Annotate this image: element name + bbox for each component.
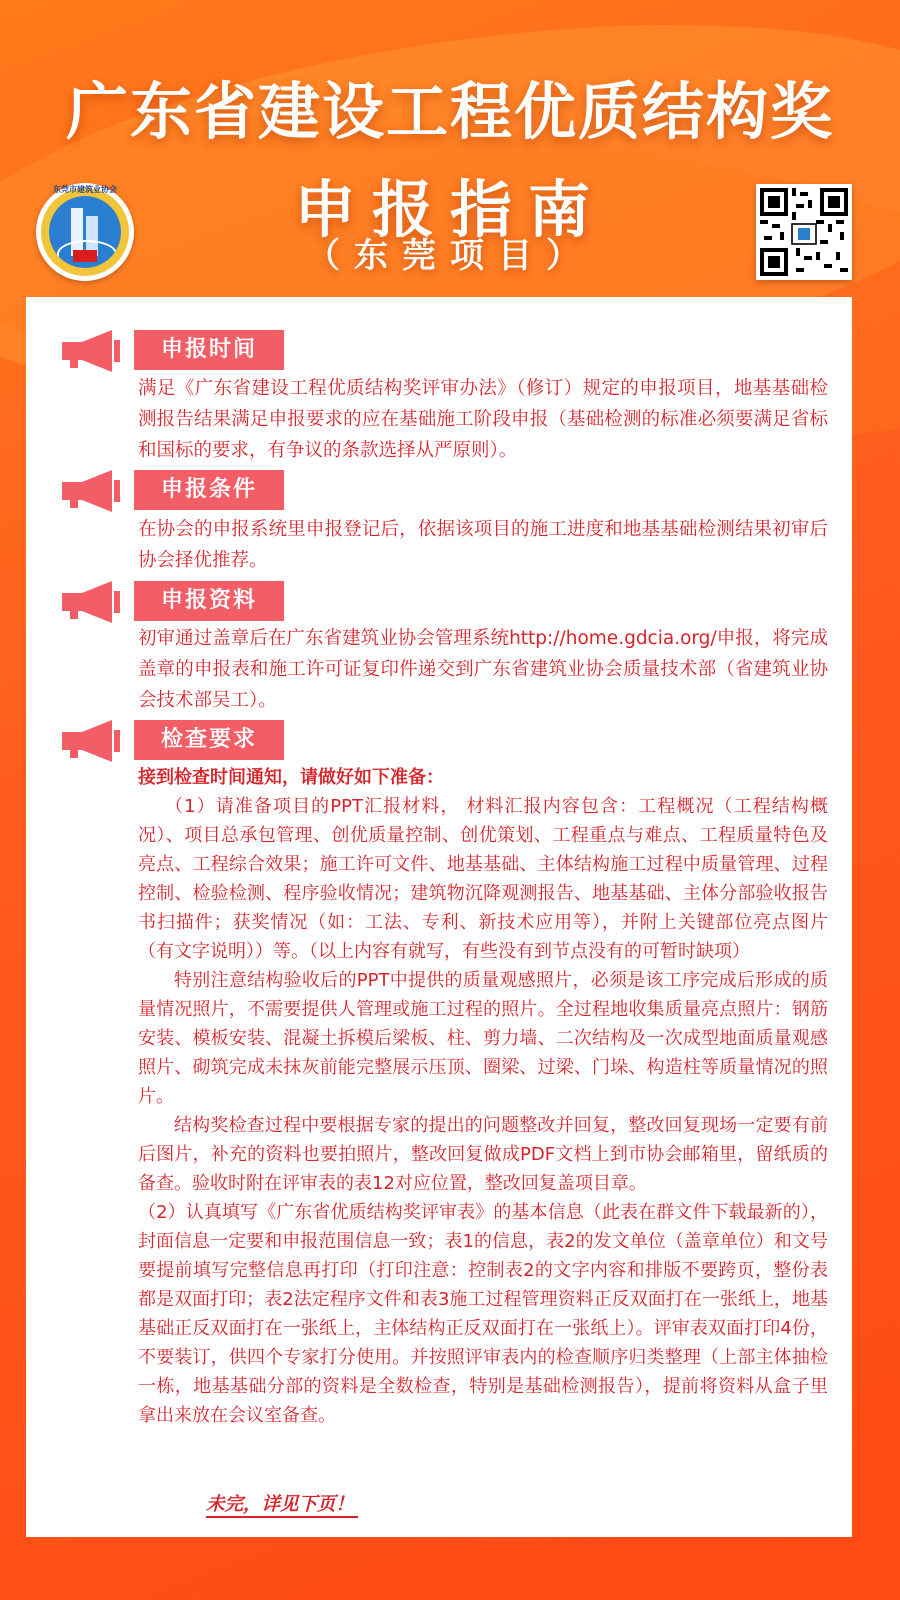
- paragraph: 满足《广东省建设工程优质结构奖评审办法》（修订）规定的申报项目，地基基础检测报告结果满足申报要求的应在基础施工阶段申报（基础检测的标准必须要满足省标和国标的要求，有争议的条款选择从严原则）。: [138, 378, 828, 461]
- paragraph: 在协会的申报系统里申报登记后，依据该项目的施工进度和地基基础检测结果初审后协会择优推荐。: [138, 519, 828, 571]
- section-label: 检查要求: [134, 720, 284, 760]
- paragraph: 初审通过盖章后在广东省建筑业协会管理系统http://home.gdcia.org/申报，将完成盖章的申报表和施工许可证复印件递交到广东省建筑业协会质量技术部（省建筑业协会技术部吴工）。: [138, 628, 828, 711]
- section-body-inspection: [138, 763, 828, 1430]
- content-panel: [26, 297, 852, 1537]
- section-header-conditions: [26, 470, 852, 510]
- section-label: 申报资料: [134, 581, 284, 621]
- association-logo: [36, 183, 134, 281]
- section-body-materials: [138, 623, 828, 716]
- paragraph: 特别注意结构验收后的PPT中提供的质量观感照片，必须是该工序完成后形成的质量情况照片，不需要提供人管理或施工过程的照片。全过程地收集质量亮点照片：钢筋安装、模板安装、混凝土拆模后梁板、柱、剪力墙、二次结构及一次成型地面质量观感照片、砌筑完成未抹灰前能完整展示压顶、圈梁、过梁、门垛、构造柱等质量情况的照片。: [138, 970, 828, 1107]
- lead-text: 接到检查时间通知，请做好如下准备：: [138, 767, 444, 788]
- section-body-time: [138, 373, 828, 466]
- qr-code-icon[interactable]: [756, 184, 852, 280]
- section-header-materials: [26, 581, 852, 621]
- section-body-conditions: [138, 514, 828, 576]
- section-label: 申报时间: [134, 330, 284, 370]
- megaphone-icon: [60, 470, 122, 512]
- section-header-inspection: [26, 720, 852, 760]
- section-header-time: [26, 330, 852, 370]
- page-title: 广东省建设工程优质结构奖: [65, 75, 834, 148]
- megaphone-icon: [60, 330, 122, 372]
- paragraph: 结构奖检查过程中要根据专家的提出的问题整改并回复，整改回复现场一定要有前后图片，补充的资料也要拍照片，整改回复做成PDF文档上到市协会邮箱里，留纸质的备查。验收时附在评审表的表12对应位置，整改回复盖项目章。: [138, 1115, 828, 1194]
- megaphone-icon: [60, 720, 122, 762]
- megaphone-icon: [60, 581, 122, 623]
- continued-note: 未完，详见下页！: [206, 1490, 358, 1518]
- project-tag: （东莞项目）: [306, 236, 594, 276]
- logo-text: 东莞市建筑业协会: [53, 185, 117, 194]
- section-label: 申报条件: [134, 470, 284, 510]
- paragraph: （2）认真填写《广东省优质结构奖评审表》的基本信息（此表在群文件下载最新的），封面信息一定要和申报范围信息一致；表1的信息，表2的发文单位（盖章单位）和文号要提前填写完整信息再打印（打印注意：控制表2的文字内容和排版不要跨页，整份表都是双面打印；表2法定程序文件和表3施工过程管理资料正反双面打在一张纸上，地基基础正反双面打在一张纸上，主体结构正反双面打在一张纸上）。评审表双面打印4份，不要装订，供四个专家打分使用。并按照评审表内的检查顺序归类整理（上部主体抽检一栋，地基基础分部的资料是全数检查，特别是基础检测报告），提前将资料从盒子里拿出来放在会议室备查。: [138, 1202, 828, 1426]
- page-subtitle: 申报指南: [293, 173, 606, 246]
- paragraph: （1）请准备项目的PPT汇报材料， 材料汇报内容包含：工程概况（工程结构概况）、项目总承包管理、创优质量控制、创优策划、工程重点与难点、工程质量特色及亮点、工程综合效果；施工许可文件、地基基础、主体结构施工过程中质量管理、过程控制、检验检测、程序验收情况；建筑物沉降观测报告、地基基础、主体分部验收报告书扫描件；获奖情况（如：工法、专利、新技术应用等），并附上关键部位亮点图片（有文字说明））等。（以上内容有就写，有些没有到节点没有的可暂时缺项）: [138, 796, 828, 962]
